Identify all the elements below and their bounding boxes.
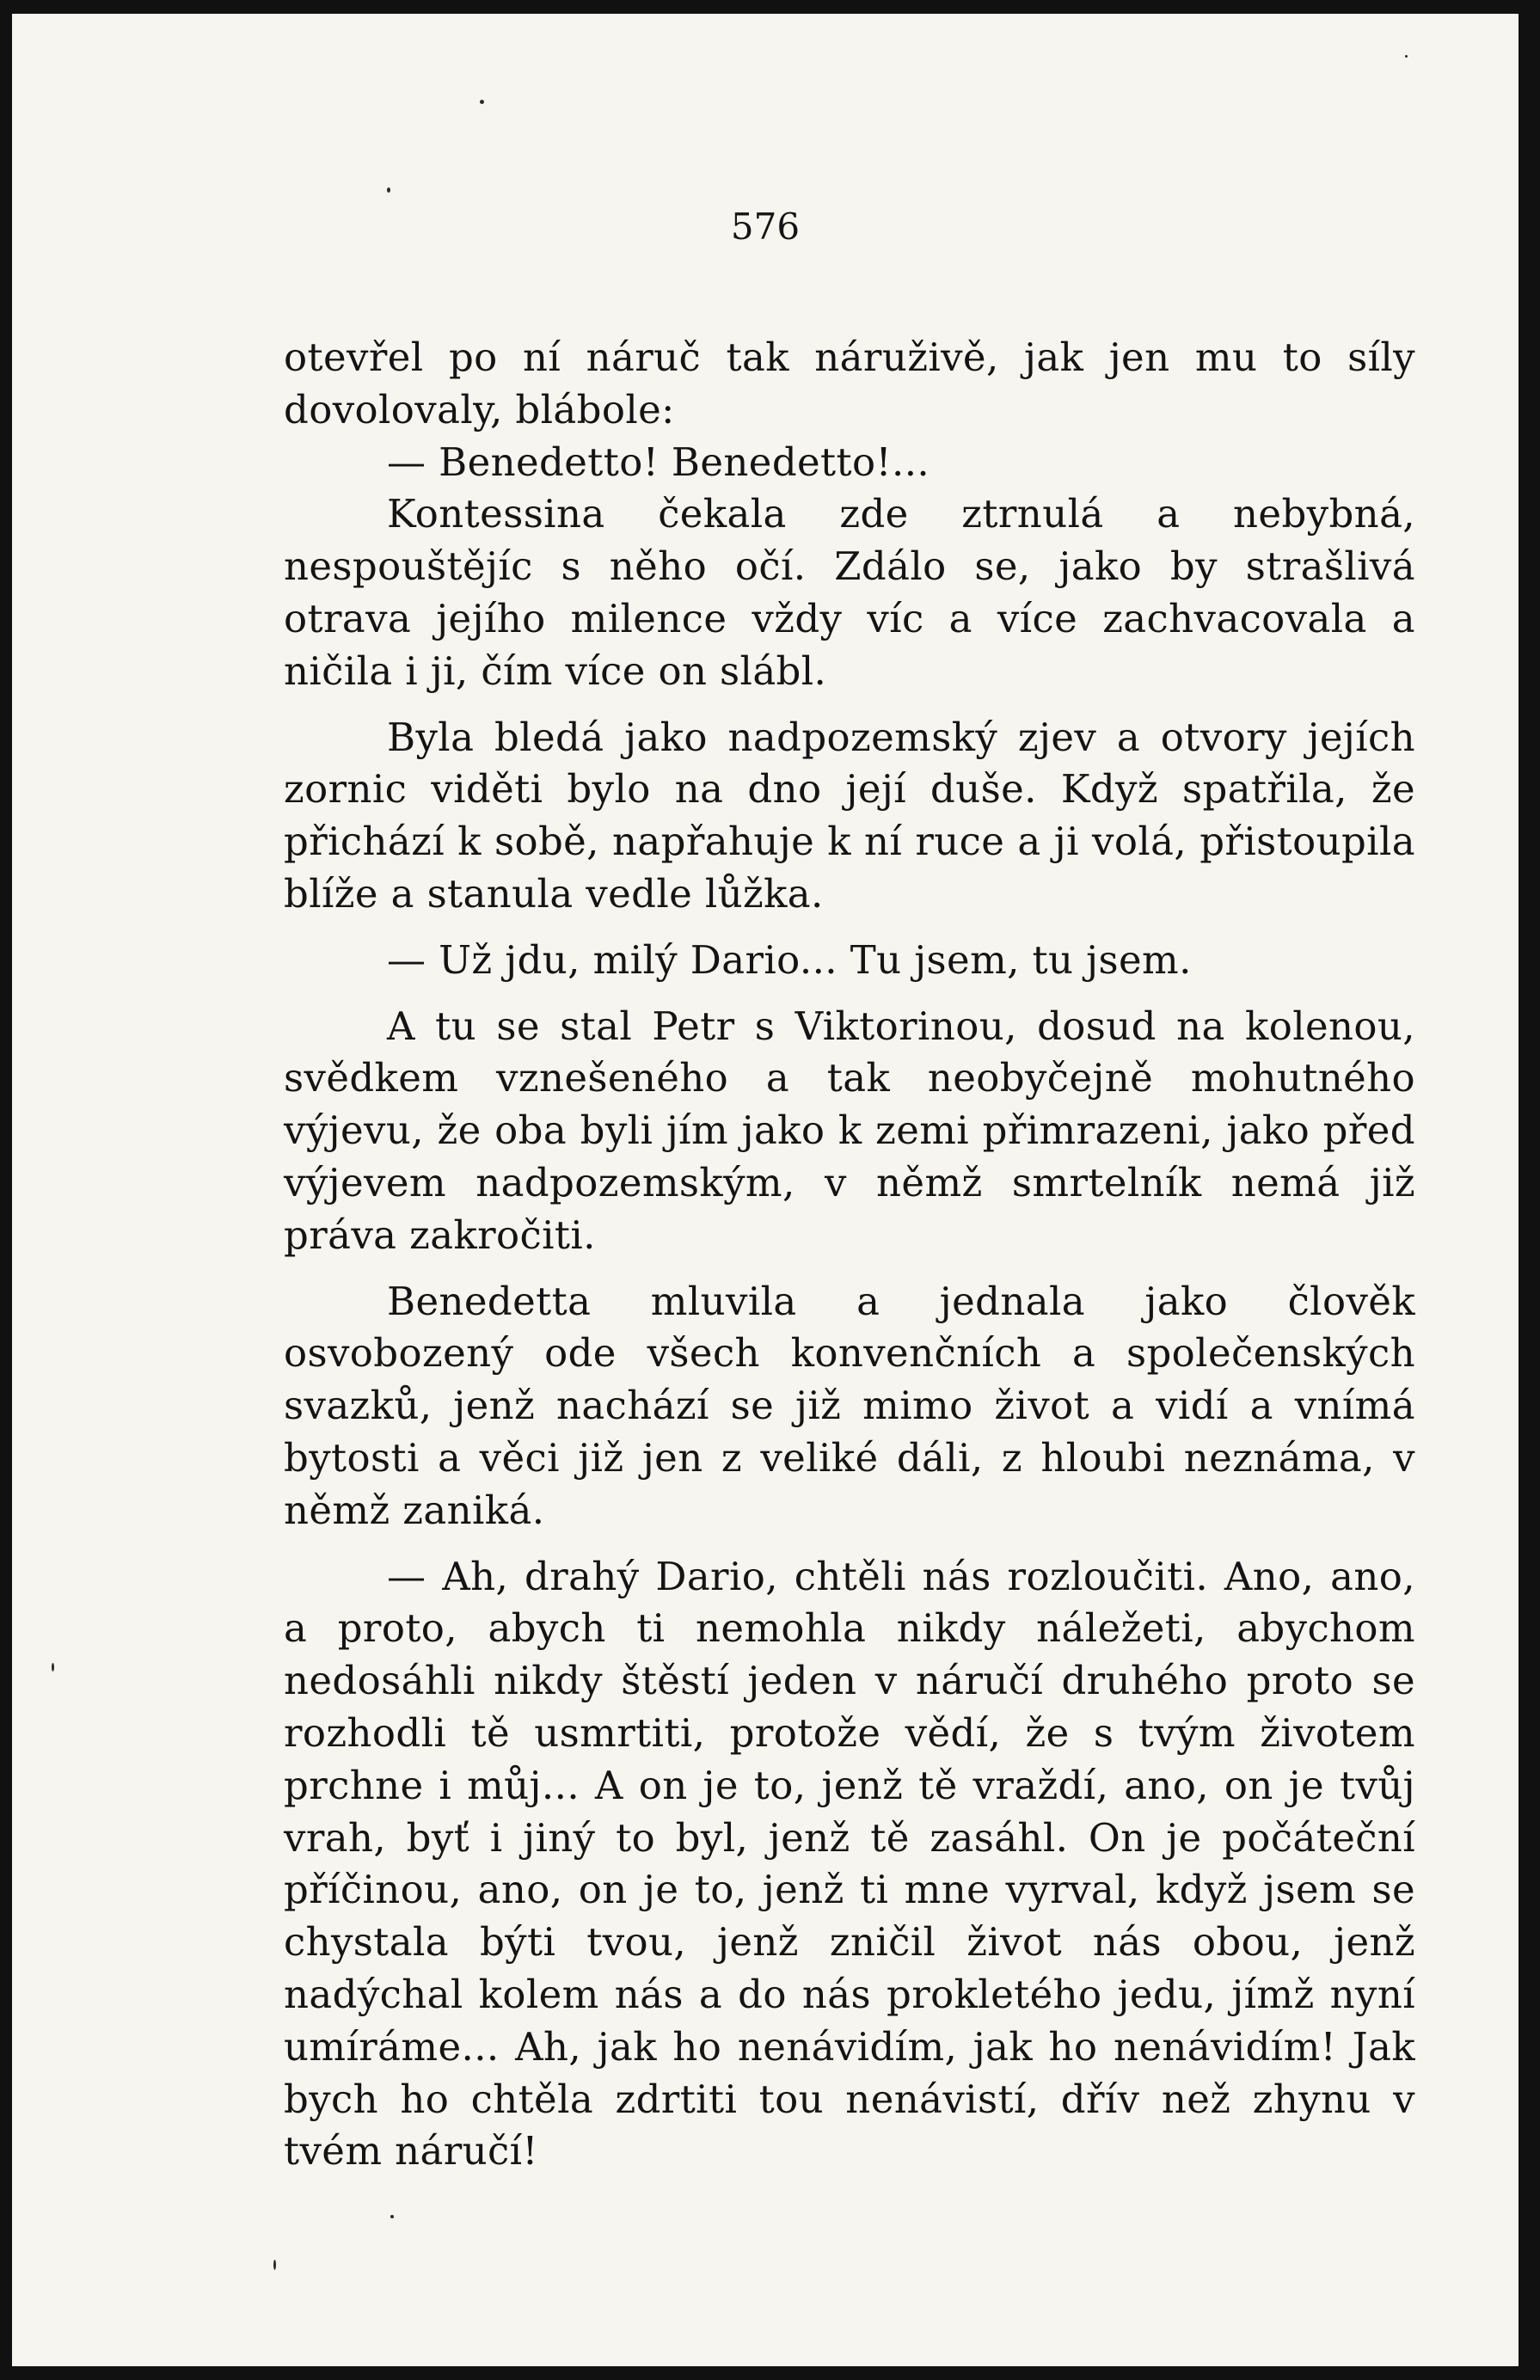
paragraph-7: Benedetta mluvila a jednala jako člověk osvobozený ode všech konvenčních a společenských svazků, jenž nachází se již mimo život a vidí a vnímá bytosti a věci již jen z veliké dáli, z hloubi neznáma, v němž zaniká. — [284, 1278, 1415, 1533]
paragraph-6: A tu se stal Petr s Viktorinou, dosud na kolenou, svědkem vznešeného a tak neobyčejně mohutného výjevu, že oba byli jím jako k zemi přimrazeni, jako před výjevem nadpozemským, v němž smrtelník nemá již práva zakročiti. — [284, 1003, 1415, 1258]
paragraph-3: Kontessina čekala zde ztrnulá a nebybná, nespouštějíc s něho očí. Zdálo se, jako by strašlivá otrava jejího milence vždy víc a více zachvacovala a ničila i ji, čím více on slábl. — [284, 491, 1415, 694]
speck — [1405, 55, 1408, 58]
speck — [390, 2215, 394, 2218]
paragraph-2: — Benedetto! Benedetto!... — [387, 439, 930, 485]
paragraph-1: otevřel po ní náruč tak náruživě, jak jen mu to síly dovolovaly, blábole: — [284, 334, 1415, 432]
speck — [387, 187, 390, 193]
paragraph-5: — Už jdu, milý Dario... Tu jsem, tu jsem. — [387, 936, 1192, 983]
body-text — [284, 332, 1415, 2178]
speck — [480, 100, 484, 104]
paragraph-8: — Ah, drahý Dario, chtěli nás rozloučiti. Ano, ano, a proto, abych ti nemohla nikdy náležeti, abychom nedosáhli nikdy štěstí jeden v náručí druhého proto se rozhodli tě usmrtiti, protože vědí, že s tvým životem prchne i můj... A on je to, jenž tě vraždí, ano, on je tvůj vrah, byť i jiný to byl, jenž tě zasáhl. On je počáteční příčinou, ano, on je to, jenž ti mne vyrval, když jsem se chystala býti tvou, jenž zničil život nás obou, jenž nadýchal kolem nás a do nás prokletého jedu, jímž nyní umíráme... Ah, jak ho nenávidím, jak ho nenávidím! Jak bych ho chtěla zdrtiti tou nenávistí, dřív než zhynu v tvém náručí! — [284, 1553, 1415, 2175]
paragraph-4: Byla bledá jako nadpozemský zjev a otvory jejích zornic viděti bylo na dno její duše. Když spatřila, že přichází k sobě, napřahuje k ní ruce a ji volá, přistoupila blíže a stanula vedle lůžka. — [284, 714, 1415, 917]
speck — [273, 2260, 276, 2270]
book-page — [12, 14, 1519, 2366]
page-number: 576 — [730, 205, 801, 248]
speck — [52, 1663, 54, 1672]
